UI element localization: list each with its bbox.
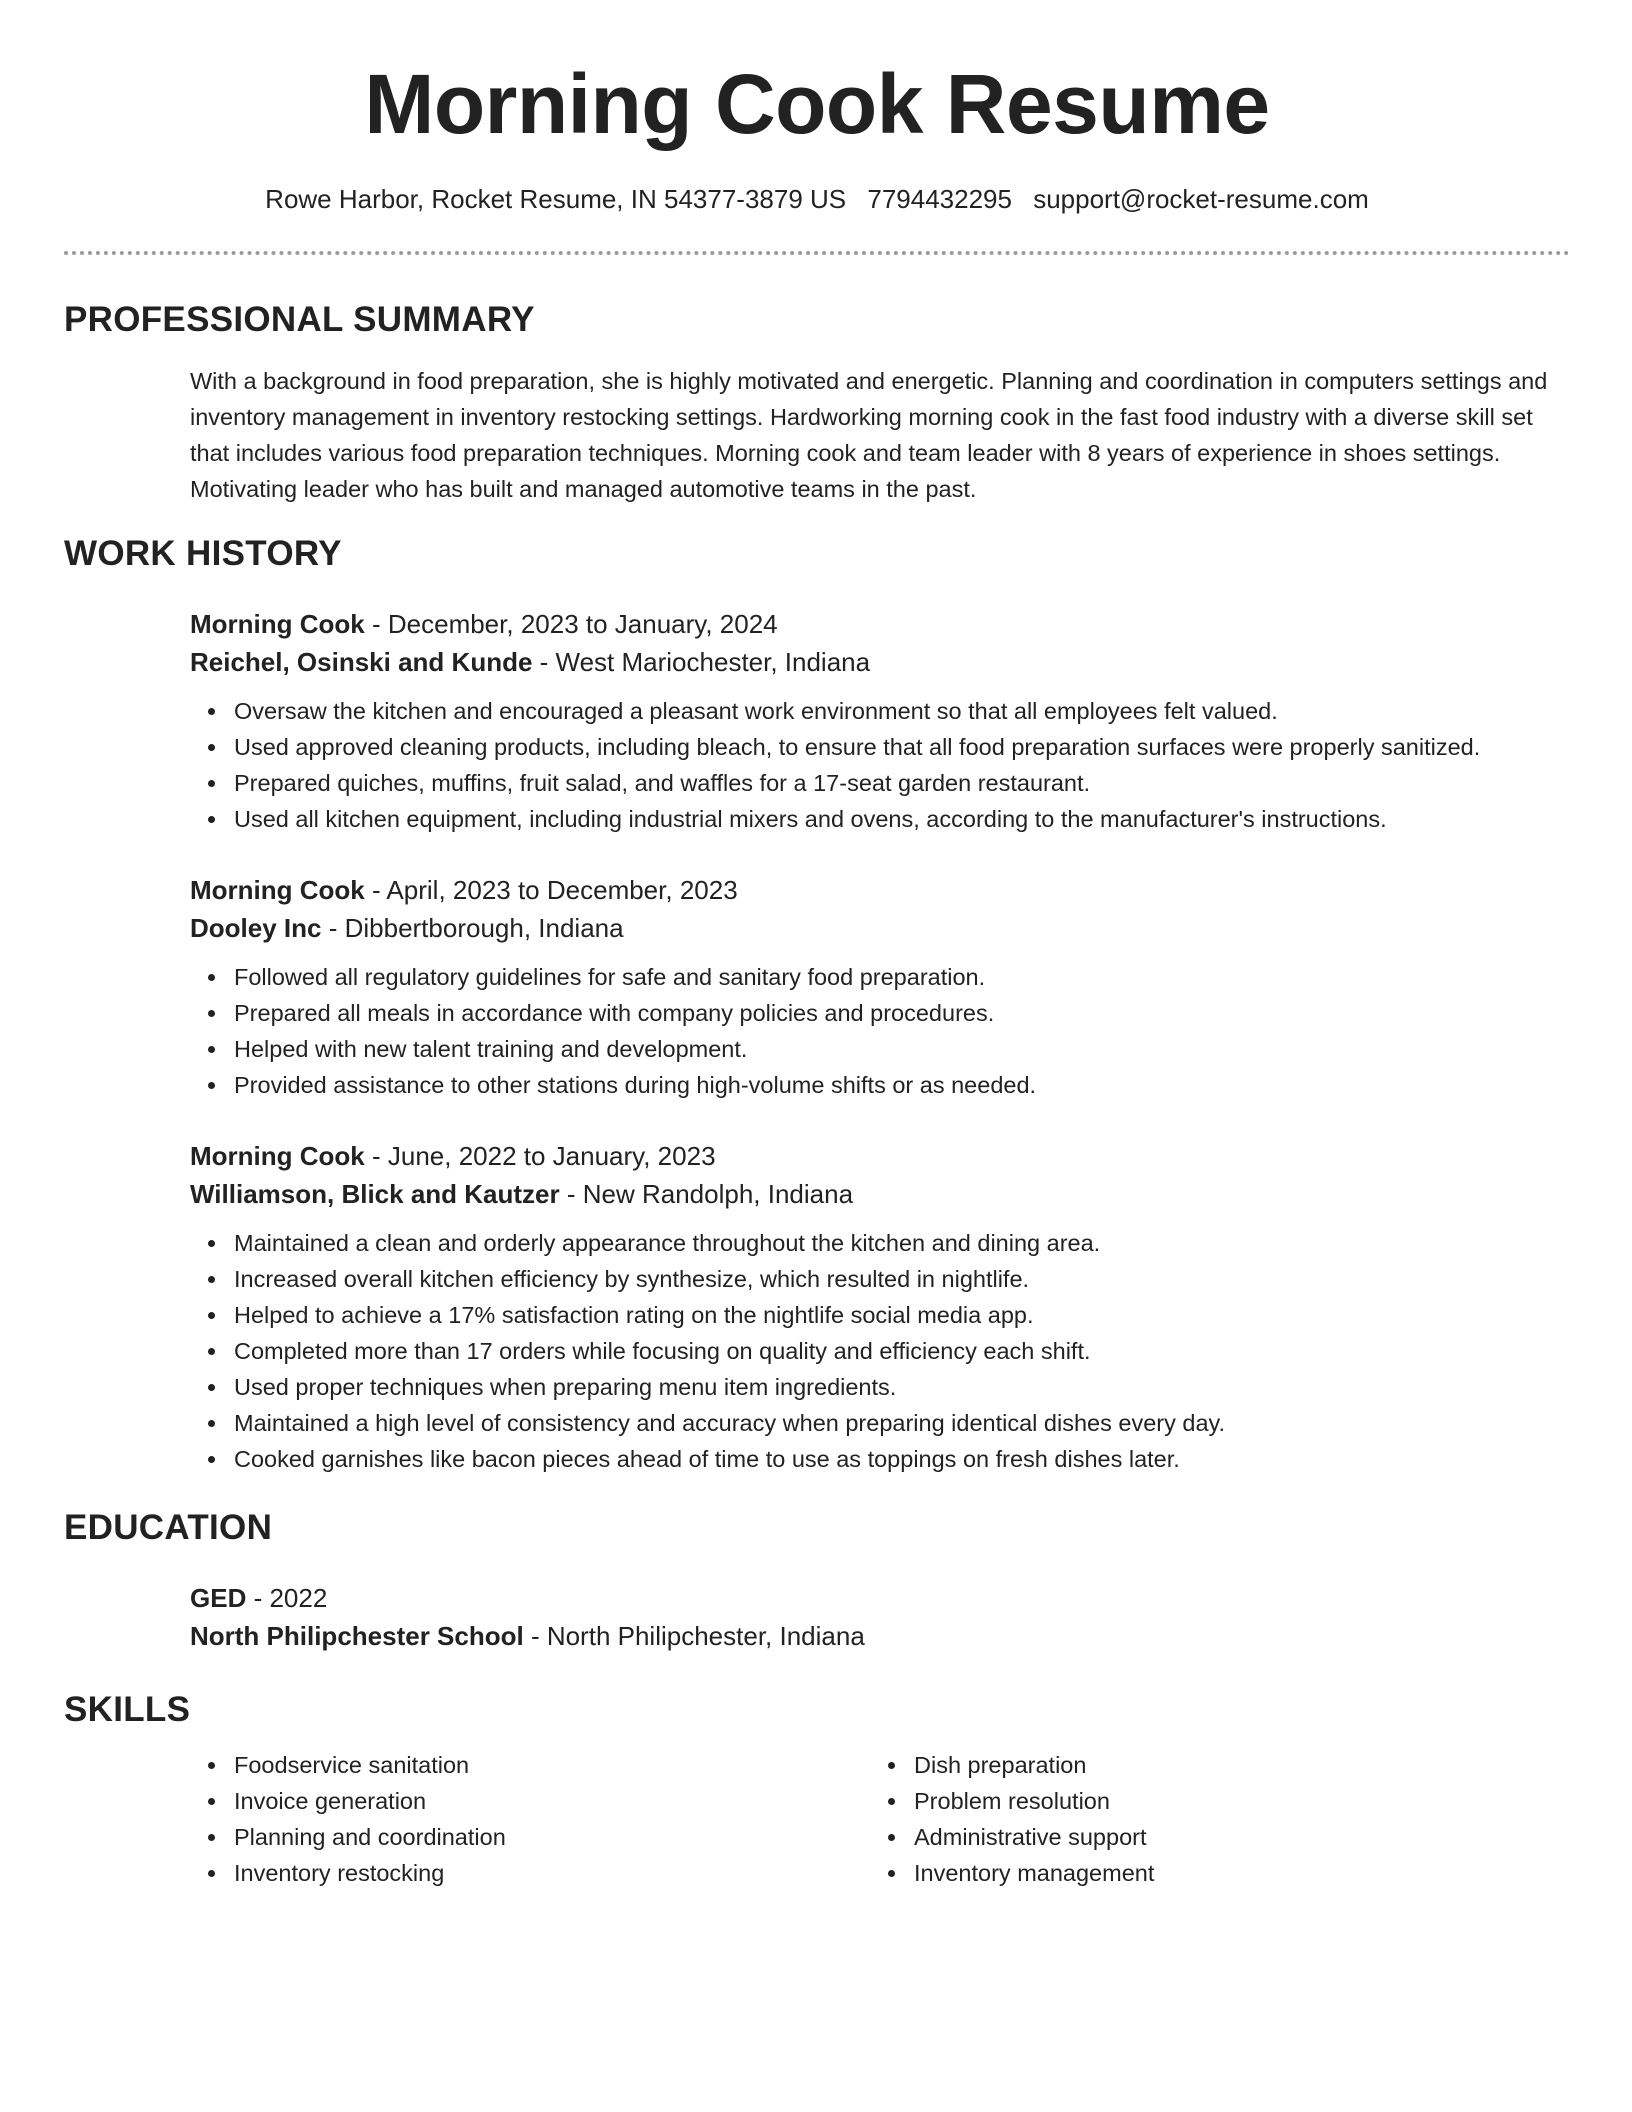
list-item: Maintained a clean and orderly appearance throughout the kitchen and dining area. [190, 1225, 1570, 1261]
skills-column-right [870, 1747, 1550, 1891]
list-item: Used all kitchen equipment, including industrial mixers and ovens, according to the manufacturer's instructions. [190, 801, 1570, 837]
skill-item: Inventory management [870, 1855, 1550, 1891]
job-role: Morning Cook [190, 1141, 365, 1172]
list-item: Prepared quiches, muffins, fruit salad, and waffles for a 17-seat garden restaurant. [190, 765, 1570, 801]
list-item: Completed more than 17 orders while focusing on quality and efficiency each shift. [190, 1333, 1570, 1369]
contact-info [64, 184, 1570, 215]
skill-item: Foodservice sanitation [190, 1747, 870, 1783]
education-entry [190, 1579, 1570, 1655]
skill-item: Administrative support [870, 1819, 1550, 1855]
list-item: Oversaw the kitchen and encouraged a pleasant work environment so that all employees felt valued. [190, 693, 1570, 729]
job-company-line [190, 1175, 1570, 1213]
skill-item: Dish preparation [870, 1747, 1550, 1783]
job-title-line [190, 1137, 1570, 1175]
list-item: Cooked garnishes like bacon pieces ahead of time to use as toppings on fresh dishes later. [190, 1441, 1570, 1477]
contact-email: support@rocket-resume.com [1033, 184, 1369, 214]
skill-item: Invoice generation [190, 1783, 870, 1819]
skill-item: Planning and coordination [190, 1819, 870, 1855]
job-entry [190, 1137, 1570, 1477]
skills-grid [190, 1747, 1570, 1891]
job-role: Morning Cook [190, 609, 365, 640]
job-location: - Dibbertborough, Indiana [321, 913, 624, 944]
education-year: - 2022 [246, 1583, 328, 1614]
education-location: - North Philipchester, Indiana [523, 1621, 865, 1652]
list-item: Maintained a high level of consistency and accuracy when preparing identical dishes every day. [190, 1405, 1570, 1441]
job-dates: - April, 2023 to December, 2023 [364, 875, 738, 906]
job-company: Reichel, Osinski and Kunde [190, 647, 533, 678]
skills-column-left [190, 1747, 870, 1891]
job-title-line [190, 871, 1570, 909]
resume-page [64, 0, 1570, 1891]
job-role: Morning Cook [190, 875, 365, 906]
job-company: Williamson, Blick and Kautzer [190, 1179, 560, 1210]
skill-item: Inventory restocking [190, 1855, 870, 1891]
job-entry [190, 871, 1570, 1103]
list-item: Used proper techniques when preparing menu item ingredients. [190, 1369, 1570, 1405]
job-company-line [190, 643, 1570, 681]
job-duties [190, 1225, 1570, 1477]
job-duties [190, 959, 1570, 1103]
education-degree-line [190, 1579, 1570, 1617]
contact-address: Rowe Harbor, Rocket Resume, IN 54377-3879 US [265, 184, 847, 214]
skills-heading: SKILLS [64, 1690, 191, 1730]
job-company-line [190, 909, 1570, 947]
header-divider [64, 251, 1570, 255]
job-location: - New Randolph, Indiana [559, 1179, 854, 1210]
resume-title: Morning Cook Resume [364, 57, 1270, 151]
job-company: Dooley Inc [190, 913, 322, 944]
job-dates: - December, 2023 to January, 2024 [364, 609, 778, 640]
job-dates: - June, 2022 to January, 2023 [364, 1141, 716, 1172]
list-item: Helped to achieve a 17% satisfaction rating on the nightlife social media app. [190, 1297, 1570, 1333]
list-item: Prepared all meals in accordance with company policies and procedures. [190, 995, 1570, 1031]
education-school: North Philipchester School [190, 1621, 524, 1652]
education-heading: EDUCATION [64, 1508, 273, 1548]
skill-item: Problem resolution [870, 1783, 1550, 1819]
education-school-line [190, 1617, 1570, 1655]
list-item: Provided assistance to other stations during high-volume shifts or as needed. [190, 1067, 1570, 1103]
job-duties [190, 693, 1570, 837]
job-entry [190, 605, 1570, 837]
contact-phone: 7794432295 [867, 184, 1012, 214]
list-item: Increased overall kitchen efficiency by synthesize, which resulted in nightlife. [190, 1261, 1570, 1297]
summary-text: With a background in food preparation, she is highly motivated and energetic. Planning and coordination in computers settings and inventory management in inventory restocking settings. Hardworking morning cook in the fast food industry with a diverse skill set that includes various food preparation techniques. Morning cook and team leader with 8 years of experience in shoes settings. Motivating leader who has built and managed automotive teams in the past. [190, 368, 1548, 503]
work-history-heading: WORK HISTORY [64, 534, 342, 574]
list-item: Helped with new talent training and development. [190, 1031, 1570, 1067]
education-degree: GED [190, 1583, 247, 1614]
job-title-line [190, 605, 1570, 643]
list-item: Followed all regulatory guidelines for safe and sanitary food preparation. [190, 959, 1570, 995]
list-item: Used approved cleaning products, including bleach, to ensure that all food preparation surfaces were properly sanitized. [190, 729, 1570, 765]
job-location: - West Mariochester, Indiana [532, 647, 871, 678]
summary-heading: PROFESSIONAL SUMMARY [64, 300, 535, 340]
